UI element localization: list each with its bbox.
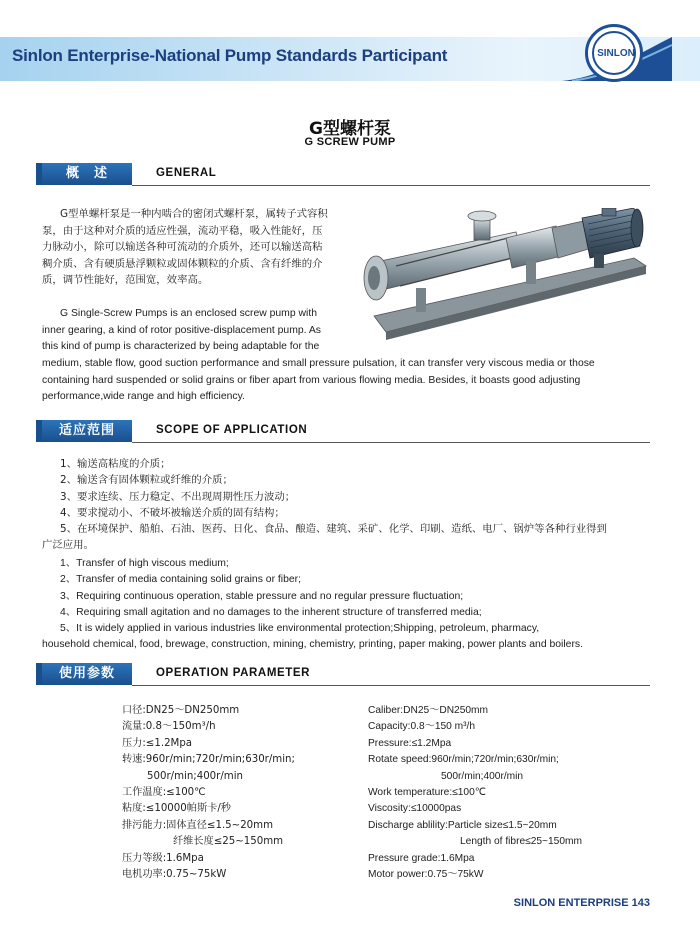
section-header-operation [42, 663, 650, 687]
section-rule [132, 442, 650, 443]
operation-en-params [368, 703, 582, 883]
section-header-scope [42, 420, 650, 444]
section-tab-operation: 使用参数 [42, 663, 132, 685]
general-en-paragraph-wide [42, 356, 654, 406]
param-en-row: Work temperature:≤100℃ [368, 786, 487, 798]
scope-en-list [42, 556, 650, 654]
param-cn-row: 工作温度:≤100℃ [122, 786, 206, 798]
scope-cn-item: 广泛应用。 [42, 539, 94, 552]
scope-en-item: 3、Requiring continuous operation, stable pressure and no regular pressure fluctuation; [60, 590, 464, 602]
param-en-row: Capacity:0.8～150 m³/h [368, 721, 476, 733]
param-cn-row: 压力:≤1.2Mpa [122, 737, 193, 749]
general-en-line: containing hard suspended or solid grains or fiber apart from various flowing media. Besides, it boasts good adjusting [42, 374, 581, 386]
param-cn-row: 口径:DN25～DN250mm [122, 705, 240, 716]
general-en-line: G Single-Screw Pumps is an enclosed screw pump with [60, 308, 317, 319]
operation-cn-params [122, 703, 295, 883]
general-cn-paragraph [42, 206, 354, 289]
scope-en-item: 5、It is widely applied in various industries like environmental protection;Shipping, petroleum, pharmacy, [60, 623, 540, 635]
param-cn-row: 纤维长度≤25~150mm [173, 836, 284, 848]
general-en-line: inner gearing, a kind of rotor positive-displacement pump. As [42, 324, 321, 336]
logo-text: SINLON [597, 48, 635, 59]
screw-pump-image [356, 208, 652, 344]
general-cn-line: 泵，由于这种对介质的适应性强，流动平稳，吸入性能好，压 [42, 224, 323, 237]
param-cn-row: 500r/min;400r/min [147, 770, 243, 782]
general-en-paragraph-narrow [42, 306, 354, 356]
scope-cn-item: 2、输送含有固体颗粒或纤维的介质； [60, 474, 233, 487]
logo-ring [592, 31, 636, 75]
param-en-row: Discharge ablility:Particle size≤1.5~20mm [368, 819, 557, 831]
section-tab-scope: 适应范围 [42, 420, 132, 442]
scope-en-item: 4、Requiring small agitation and no damages to the inherent structure of transferred media; [60, 606, 482, 618]
section-heading-scope: SCOPE OF APPLICATION [156, 424, 308, 436]
param-en-row: Pressure grade:1.6Mpa [368, 852, 475, 864]
scope-cn-item: 3、要求连续、压力稳定、不出现周期性压力波动； [60, 490, 296, 503]
scope-en-item: household chemical, food, brewage, construction, mining, chemistry, printing, paper making, power plants and boilers. [42, 639, 583, 651]
param-cn-row: 电机功率:0.75~75kW [122, 868, 227, 880]
page-footer: SINLON ENTERPRISE 143 [513, 897, 650, 909]
param-cn-row: 流量:0.8～150m³/h [122, 721, 216, 733]
general-cn-line: G型单螺杆泵是一种内啮合的密闭式螺杆泵，属转子式容积 [60, 208, 328, 220]
param-cn-row: 转速:960r/min;720r/min;630r/min; [122, 754, 295, 766]
param-en-row: Pressure:≤1.2Mpa [368, 737, 452, 749]
scope-en-item: 2、Transfer of media containing solid grains or fiber; [60, 574, 302, 586]
scope-cn-item: 5、在环境保护、船舶、石油、医药、日化、食品、酿造、建筑、采矿、化学、印刷、造纸、电厂、锅炉等各种行业得到 [60, 523, 607, 536]
scope-en-item: 1、Transfer of high viscous medium; [60, 558, 229, 569]
param-cn-row: 压力等级:1.6Mpa [122, 852, 204, 864]
scope-cn-list [42, 456, 650, 554]
section-tab-general: 概 述 [42, 163, 132, 185]
section-heading-general: GENERAL [156, 167, 217, 179]
general-en-line: this kind of pump is characterized by being adaptable for the [42, 341, 320, 352]
param-en-row: 500r/min;400r/min [441, 770, 524, 782]
page-title-en: G SCREW PUMP [304, 136, 396, 148]
general-en-line: performance,wide range and high efficiency. [42, 391, 245, 402]
param-en-row: Caliber:DN25～DN250mm [368, 705, 489, 716]
section-header-general [42, 163, 650, 187]
general-cn-line: 质，调节性能好，范围宽，效率高。 [42, 274, 209, 286]
general-en-line: medium, stable flow, good suction performance and small pressure pulsation, it can transfer very viscous media or those [42, 358, 595, 369]
param-en-row: Motor power:0.75～75kW [368, 868, 484, 880]
section-heading-operation: OPERATION PARAMETER [156, 667, 311, 679]
banner-title: Sinlon Enterprise-National Pump Standards Participant [12, 46, 448, 65]
param-en-row: Length of fibre≤25~150mm [460, 836, 582, 848]
scope-cn-item: 1、输送高粘度的介质； [60, 458, 171, 470]
general-cn-line: 稠介质、含有硬质悬浮颗粒或固体颗粒的介质、含有纤维的介 [42, 257, 323, 270]
section-rule [132, 185, 650, 186]
param-en-row: Rotate speed:960r/min;720r/min;630r/min; [368, 754, 559, 766]
section-rule [132, 685, 650, 686]
general-cn-line: 力脉动小，除可以输送各种可流动的介质外，还可以输送高粘 [42, 241, 323, 253]
param-cn-row: 排污能力:固体直径≤1.5~20mm [122, 819, 274, 831]
param-en-row: Viscosity:≤10000pas [368, 803, 462, 815]
page-title-cn: G型螺杆泵 [309, 119, 391, 139]
param-cn-row: 粘度:≤10000帕斯卡/秒 [122, 803, 231, 815]
scope-cn-item: 4、要求搅动小、不破坏被输送介质的固有结构； [60, 506, 285, 519]
sinlon-logo [585, 24, 643, 82]
